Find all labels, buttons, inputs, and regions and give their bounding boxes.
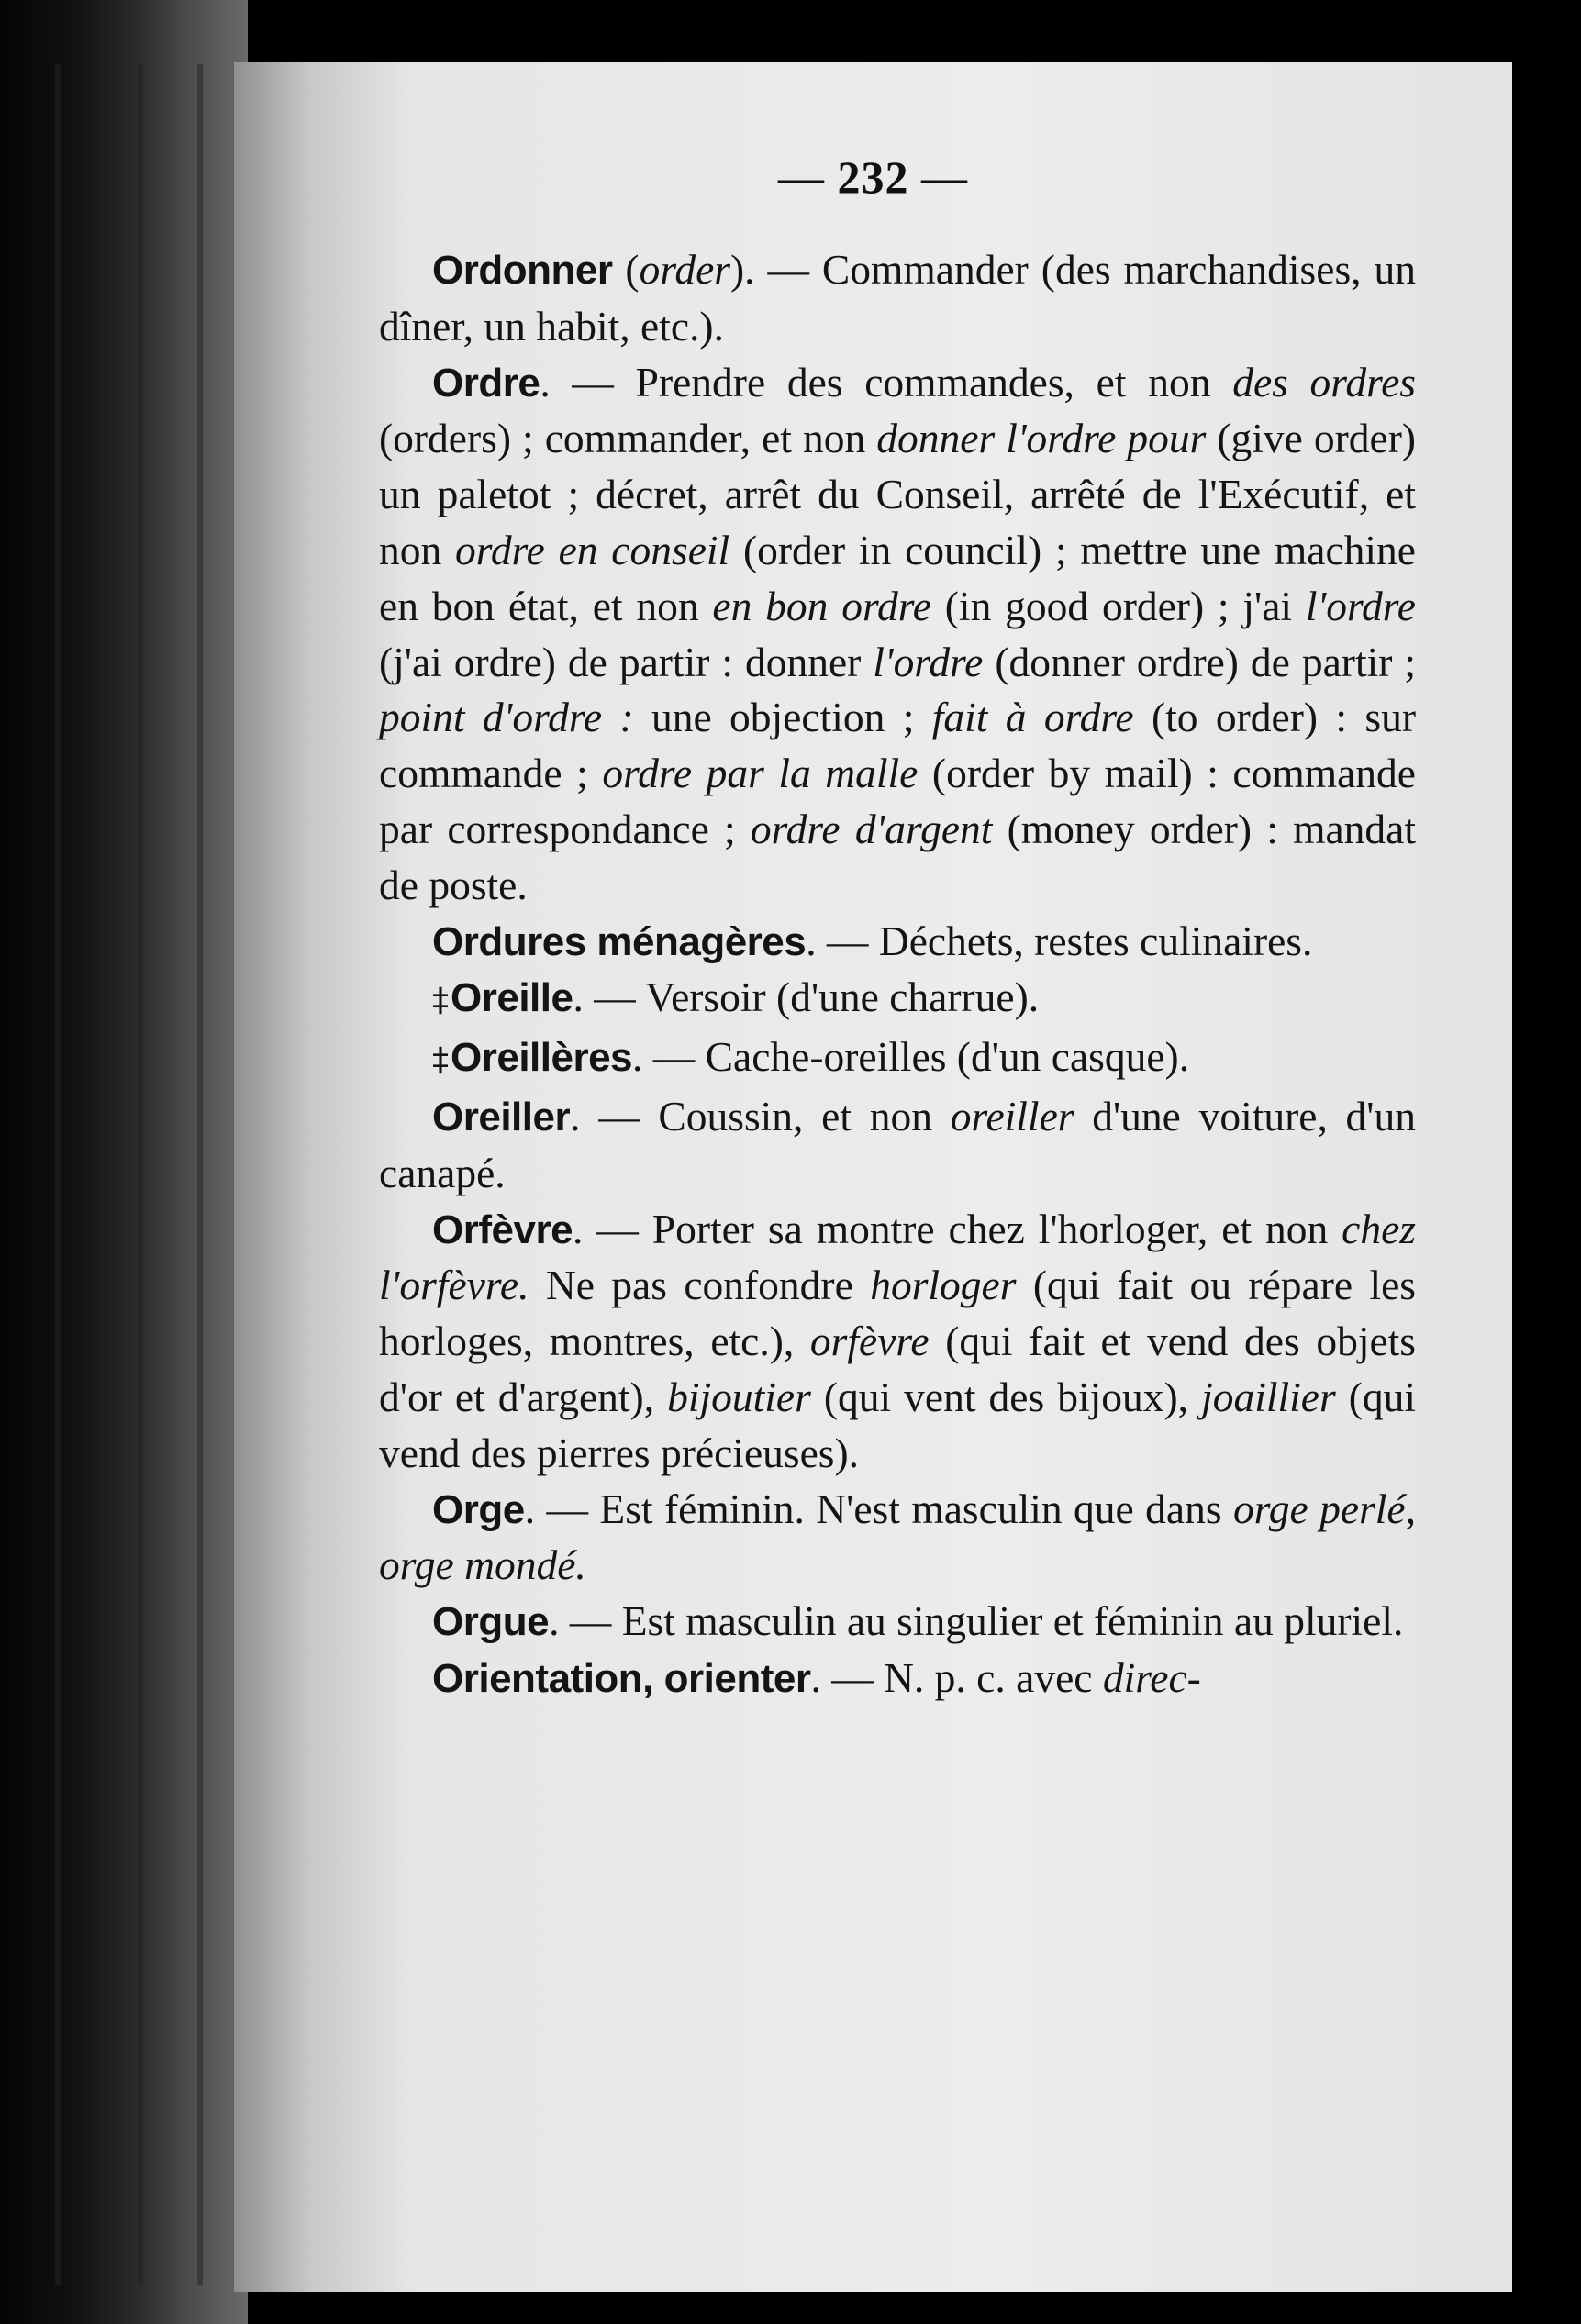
entry-headword: Orgue bbox=[432, 1599, 550, 1645]
entry-definition-text: (give order) un paletot ; décret, arrêt du Conseil, arrêté de l'Exécutif, et non bbox=[379, 415, 1417, 573]
entry-headword: Orientation, orienter bbox=[432, 1655, 811, 1701]
entry-definition-text: . — Versoir (d'une charrue). bbox=[573, 973, 1040, 1021]
entry-headword: Ordre bbox=[432, 360, 540, 406]
entry-definition-text: (to order) : sur commande ; bbox=[379, 694, 1416, 797]
entry-definition-text: (in good order) ; j'ai bbox=[930, 582, 1306, 629]
book-page bbox=[234, 62, 1512, 2292]
italic-term: point d'ordre : bbox=[379, 694, 634, 741]
dictionary-entry bbox=[379, 242, 1416, 355]
entry-headword: Ordonner bbox=[432, 248, 613, 293]
entry-definition-text: (qui vent des bijoux), bbox=[810, 1373, 1202, 1420]
entry-headword: Oreiller bbox=[432, 1094, 571, 1140]
entry-definition-text: . — Est masculin au singulier et féminin au pluriel. bbox=[549, 1597, 1404, 1645]
italic-term: orfèvre bbox=[809, 1318, 930, 1365]
entry-definition-text: d'une voiture, d'un canapé. bbox=[379, 1092, 1416, 1196]
entry-definition-text: . — Déchets, restes culinaires. bbox=[806, 917, 1313, 964]
italic-term: l'ordre bbox=[873, 638, 984, 685]
dictionary-entry bbox=[379, 1651, 1416, 1707]
dictionary-entry bbox=[379, 970, 1416, 1029]
dictionary-entry bbox=[379, 1089, 1416, 1202]
canadianism-marker: ‡ bbox=[432, 1041, 449, 1080]
dictionary-entry bbox=[379, 1482, 1416, 1595]
entry-definition-text: (money order) : mandat de poste. bbox=[379, 805, 1416, 908]
entry-definition-text: . — Est féminin. N'est masculin que dans bbox=[524, 1484, 1233, 1532]
spine-edge-line bbox=[55, 64, 61, 2285]
entry-definition-text: . — N. p. c. avec bbox=[810, 1653, 1103, 1701]
italic-term: order bbox=[639, 246, 730, 293]
entry-definition-text: ( bbox=[612, 246, 640, 293]
entry-definition-text: (j'ai ordre) de partir : donner bbox=[379, 638, 874, 685]
entry-definition-text: (order in council) ; mettre une machine en bon état, et non bbox=[379, 526, 1416, 629]
italic-term: donner l'ordre pour bbox=[876, 415, 1207, 462]
entry-definition-text: (qui fait ou répare les horloges, montres, etc.), bbox=[379, 1262, 1417, 1365]
spine-edge-line bbox=[197, 64, 203, 2285]
entry-definition-text: une objection ; bbox=[633, 694, 932, 741]
italic-term: ordre par la malle bbox=[602, 750, 919, 797]
spine-edge-line bbox=[138, 64, 143, 2285]
italic-term: bijoutier bbox=[667, 1373, 811, 1420]
italic-term: direc- bbox=[1102, 1653, 1201, 1701]
entry-headword: Ordures ménagères bbox=[432, 918, 807, 964]
entry-definition-text: (qui vend des pierres précieuses). bbox=[379, 1373, 1416, 1476]
entry-definition-text: Ne pas confondre bbox=[529, 1262, 871, 1309]
entry-definition-text: ). — Commander (des marchandises, un dîner, un habit, etc.). bbox=[379, 246, 1416, 350]
italic-term: des ordres bbox=[1232, 358, 1416, 406]
italic-term: ordre d'argent bbox=[750, 805, 993, 852]
entry-headword: Orge bbox=[432, 1486, 525, 1532]
entry-definition-text: (donner ordre) de partir ; bbox=[983, 638, 1416, 685]
entry-definition-text: (qui fait et vend des objets d'or et d'argent), bbox=[379, 1318, 1417, 1420]
entry-headword: Orfèvre bbox=[432, 1206, 573, 1252]
entry-definition-text: (order by mail) : commande par correspondance ; bbox=[379, 750, 1416, 852]
page-number: — 232 — bbox=[778, 151, 968, 203]
book-spine-shadow bbox=[0, 0, 248, 2324]
entry-definition-text: . — Cache-oreilles (d'un casque). bbox=[632, 1033, 1190, 1081]
italic-term: horloger bbox=[870, 1262, 1017, 1309]
canadianism-marker: ‡ bbox=[432, 982, 449, 1020]
dictionary-entry bbox=[379, 914, 1416, 971]
italic-term: en bon ordre bbox=[712, 582, 931, 629]
entry-definition-text: . — Coussin, et non bbox=[570, 1092, 951, 1140]
dictionary-entry bbox=[379, 1029, 1416, 1089]
dictionary-entries bbox=[379, 242, 1416, 1707]
entry-headword: Oreille bbox=[451, 975, 573, 1021]
italic-term: oreiller bbox=[950, 1092, 1074, 1140]
italic-term: orge perlé, orge mondé. bbox=[379, 1484, 1417, 1589]
italic-term: fait à ordre bbox=[931, 694, 1134, 741]
entry-definition-text: . — Porter sa montre chez l'horloger, et non bbox=[573, 1205, 1342, 1252]
italic-term: ordre en conseil bbox=[455, 526, 730, 573]
entry-headword: Oreillères bbox=[451, 1035, 633, 1081]
dictionary-entry bbox=[379, 355, 1416, 914]
italic-term: joaillier bbox=[1201, 1373, 1336, 1420]
entry-definition-text: . — Prendre des commandes, et non bbox=[540, 358, 1233, 406]
entry-definition-text: (orders) ; commander, et non bbox=[379, 415, 877, 462]
dictionary-entry bbox=[379, 1594, 1416, 1651]
dictionary-entry bbox=[379, 1202, 1416, 1482]
italic-term: l'ordre bbox=[1305, 582, 1416, 629]
italic-term: chez l'orfèvre. bbox=[379, 1205, 1416, 1309]
